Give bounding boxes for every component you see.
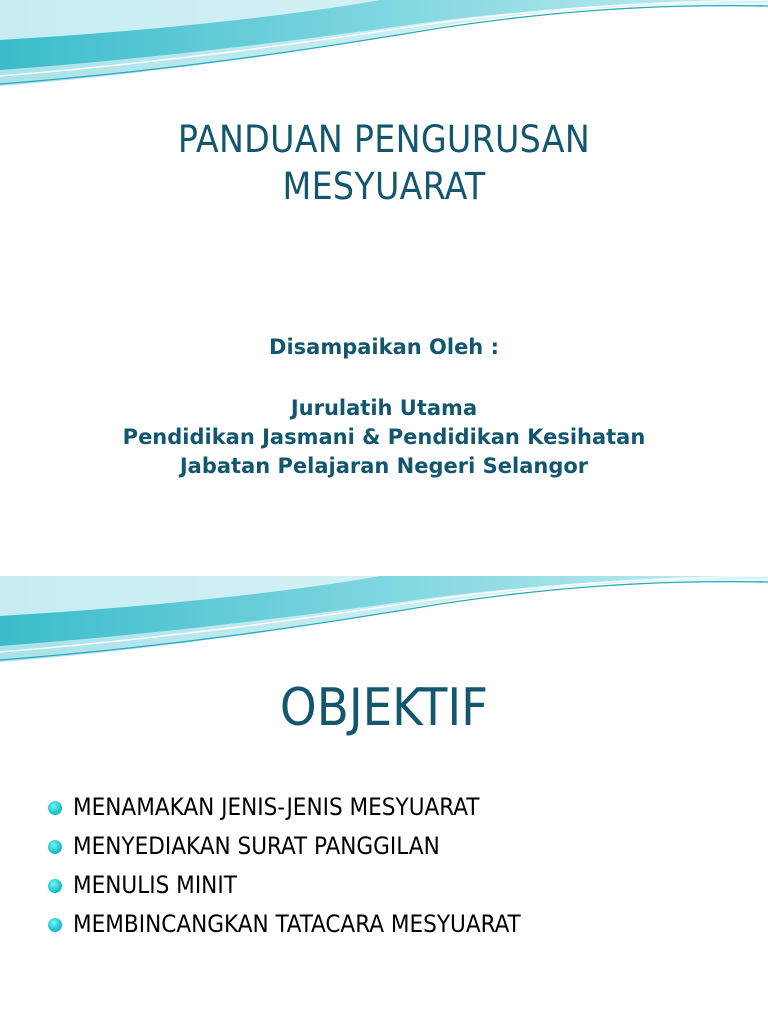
title-line: MESYUARAT bbox=[282, 165, 486, 208]
wave-header-decoration bbox=[0, 0, 768, 100]
objectives-list bbox=[48, 788, 521, 944]
presenter-line: Pendidikan Jasmani & Pendidikan Kesihatan bbox=[122, 425, 646, 449]
slide-objectives bbox=[0, 576, 768, 1024]
list-item bbox=[48, 788, 521, 827]
list-item bbox=[48, 827, 521, 866]
bullet-icon bbox=[48, 801, 62, 815]
bullet-icon bbox=[48, 879, 62, 893]
list-item bbox=[48, 866, 521, 905]
slide-heading: OBJEKTIF bbox=[279, 678, 489, 738]
wave-header-decoration bbox=[0, 576, 768, 676]
bullet-icon bbox=[48, 840, 62, 854]
presenter-line: Jabatan Pelajaran Negeri Selangor bbox=[179, 454, 589, 478]
list-item-text: MENAMAKAN JENIS-JENIS MESYUARAT bbox=[73, 793, 480, 821]
presentation-title bbox=[0, 116, 768, 210]
title-line: PANDUAN PENGURUSAN bbox=[177, 118, 591, 161]
list-item-text: MEMBINCANGKAN TATACARA MESYUARAT bbox=[73, 910, 521, 938]
presenter-label: Disampaikan Oleh : bbox=[269, 335, 499, 359]
presenter-details bbox=[0, 394, 768, 481]
presenter-line: Jurulatih Utama bbox=[290, 396, 478, 420]
list-item bbox=[48, 905, 521, 944]
list-item-text: MENYEDIAKAN SURAT PANGGILAN bbox=[73, 832, 440, 860]
bullet-icon bbox=[48, 918, 62, 932]
list-item-text: MENULIS MINIT bbox=[73, 871, 237, 899]
